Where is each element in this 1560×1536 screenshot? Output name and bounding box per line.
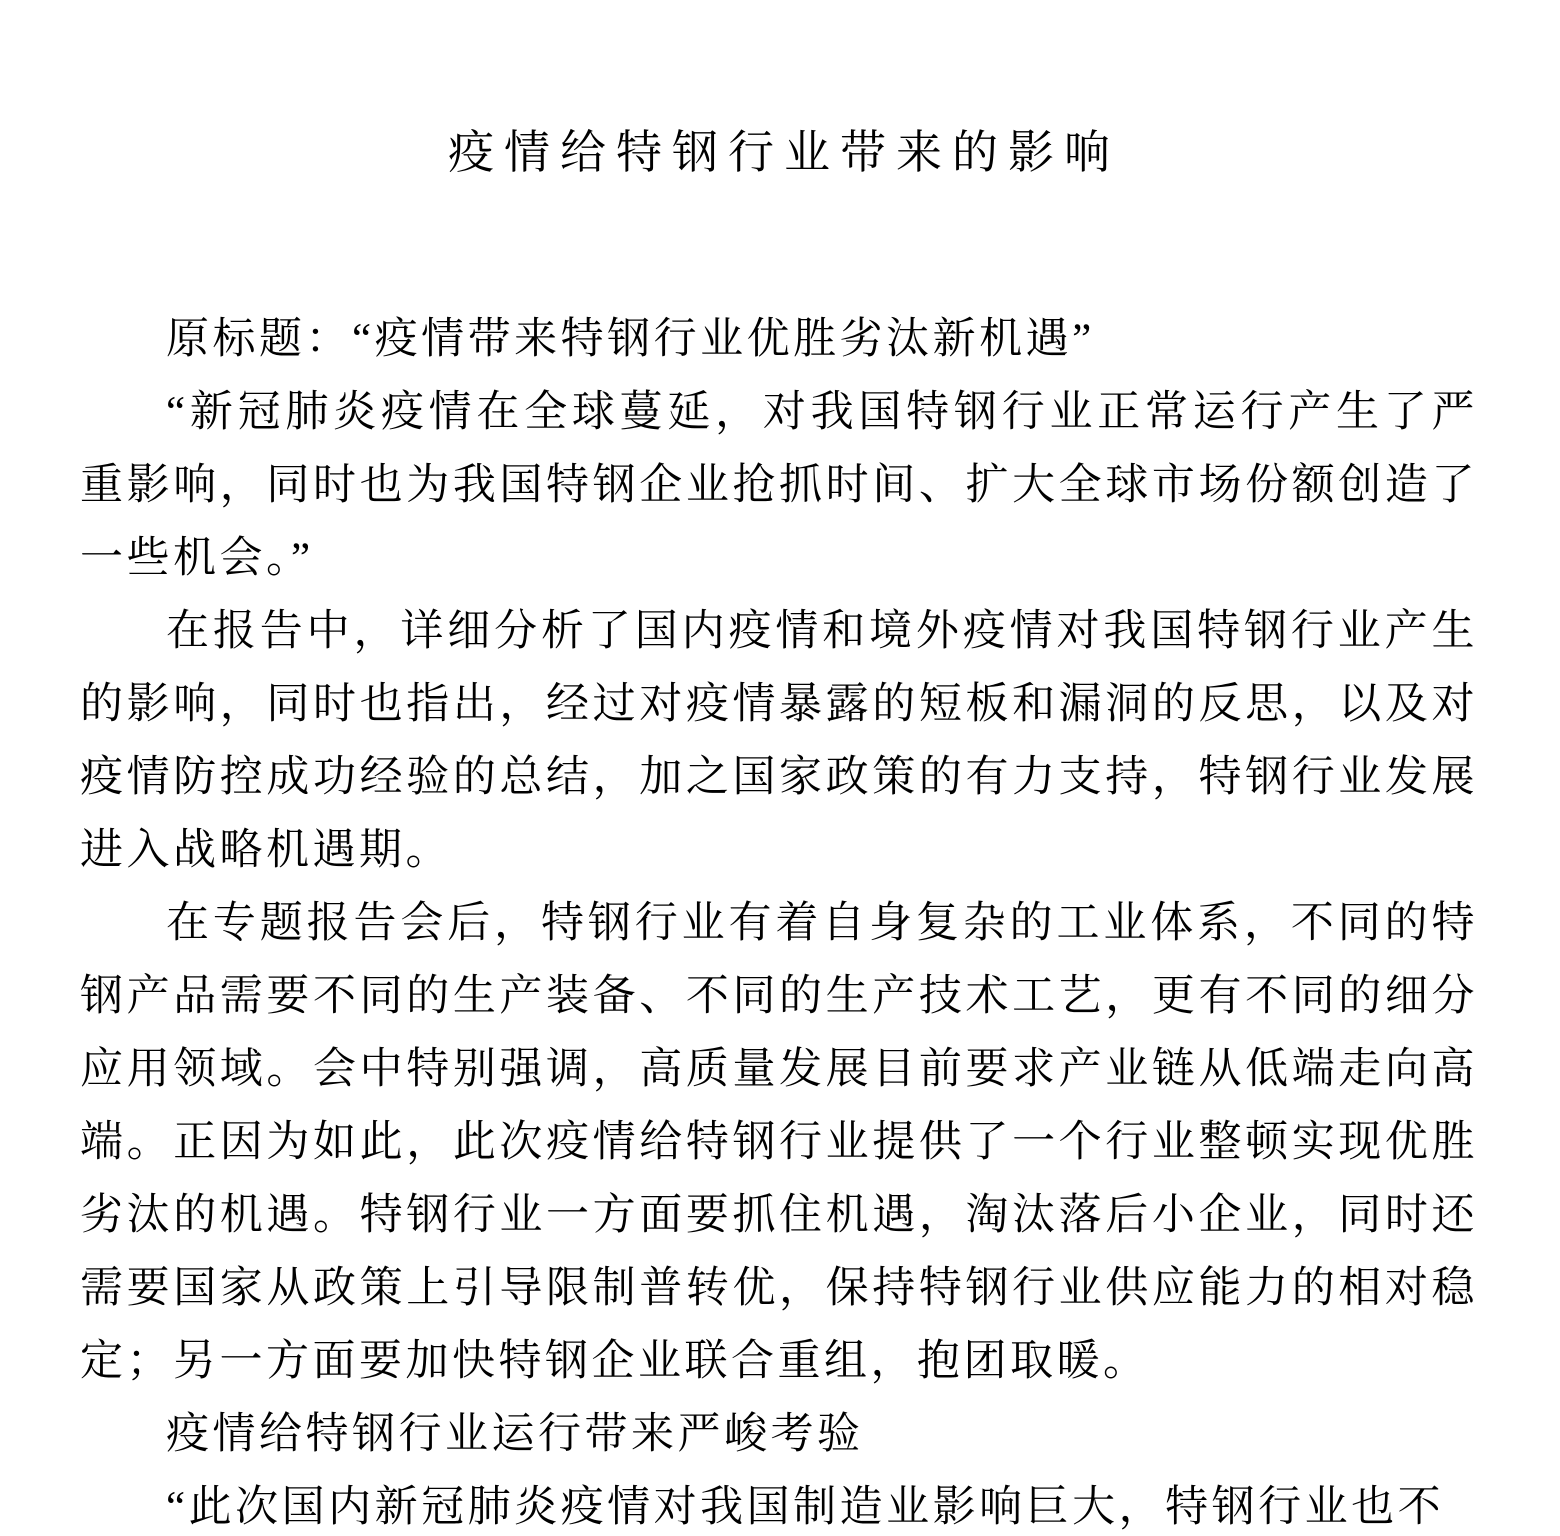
paragraph-subheading-severe-test: 疫情给特钢行业运行带来严峻考验 [166,1411,864,1458]
document-body [80,303,1478,1536]
paragraph-industry-system: 在专题报告会后，特钢行业有着自身复杂的工业体系，不同的特钢产品需要不同的生产装备、不同的生产技术工艺，更有不同的细分应用领域。会中特别强调，高质量发展目前要求产业链从低端走向高端。正因为如此，此次疫情给特钢行业提供了一个行业整顿实现优胜劣汰的机遇。特钢行业一方面要抓住机遇，淘汰落后小企业，同时还需要国家从政策上引导限制普转优，保持特钢行业供应能力的相对稳定；另一方面要加快特钢企业联合重组，抱团取暖。 [80,900,1478,1385]
paragraph-quote-manufacturing-impact: “此次国内新冠肺炎疫情对我国制造业影响巨大，特钢行业也不 [166,1484,1445,1531]
paragraph-original-title-line: 原标题：“疫情带来特钢行业优胜劣汰新机遇” [166,316,1095,363]
paragraph-quote-epidemic-spread: “新冠肺炎疫情在全球蔓延，对我国特钢行业正常运行产生了严重影响，同时也为我国特钢企业抢抓时间、扩大全球市场份额创造了一些机会。” [80,389,1478,582]
paragraph-report-analysis: 在报告中，详细分析了国内疫情和境外疫情对我国特钢行业产生的影响，同时也指出，经过对疫情暴露的短板和漏洞的反思，以及对疫情防控成功经验的总结，加之国家政策的有力支持，特钢行业发展进入战略机遇期。 [80,608,1478,874]
document-title: 疫情给特钢行业带来的影响 [448,127,1120,178]
